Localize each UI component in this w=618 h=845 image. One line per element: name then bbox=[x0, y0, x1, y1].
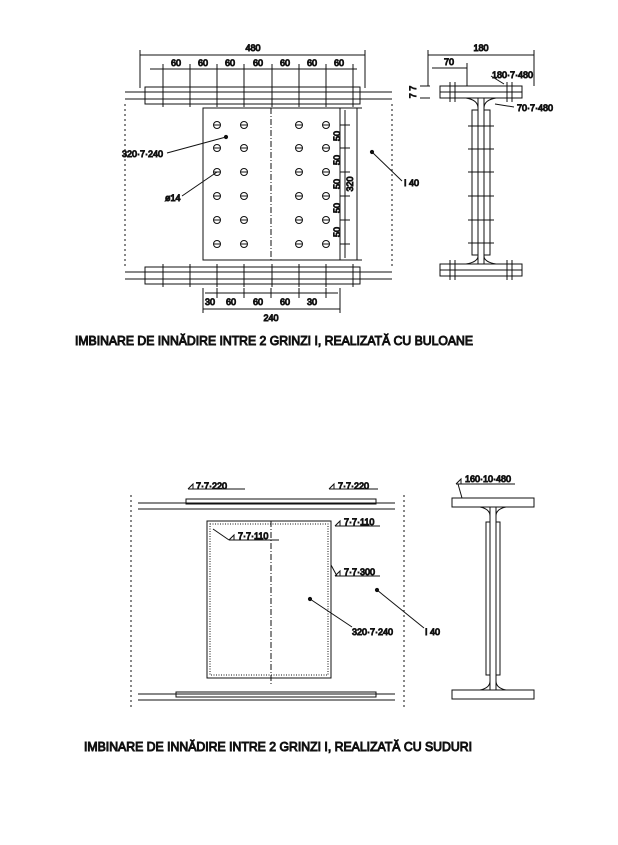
dim-vertical-total: 320 bbox=[345, 176, 355, 192]
dim-vertical-spacing: 50 bbox=[332, 178, 342, 190]
weld-flange-right-label: 7·7·220 bbox=[338, 481, 370, 491]
dim-top-spacing: 60 bbox=[306, 58, 318, 68]
dim-top-spacing: 60 bbox=[170, 58, 182, 68]
section-bottom-flange bbox=[440, 264, 522, 270]
dim-vertical-spacing: 50 bbox=[332, 226, 342, 238]
welded-splice-elevation bbox=[131, 481, 440, 708]
bolted-leaders bbox=[167, 135, 402, 196]
section-width-dim: 180 bbox=[473, 43, 489, 53]
bolted-cross-section bbox=[408, 43, 553, 280]
dim-top-spacing: 60 bbox=[224, 58, 236, 68]
top-dimension-lines bbox=[140, 50, 365, 88]
dim-top-spacing: 60 bbox=[252, 58, 264, 68]
section-weld-dim: 7 7 bbox=[408, 85, 418, 99]
dim-vertical-spacing: 50 bbox=[332, 154, 342, 166]
dim-bottom-total: 240 bbox=[263, 313, 279, 323]
section-bottom-flange-plate bbox=[440, 270, 522, 276]
dim-top-total: 480 bbox=[245, 43, 261, 53]
bolted-caption: IMBINARE DE INNĂDIRE INTRE 2 GRINZI I, REALIZATĂ CU BULOANE bbox=[75, 334, 483, 348]
weld-web-left-label: 7·7·110 bbox=[238, 531, 269, 541]
dim-vertical-spacing: 50 bbox=[332, 202, 342, 214]
welded-profile-label: I 40 bbox=[425, 627, 441, 637]
bottom-flange-splice-plate bbox=[145, 267, 360, 284]
section-top-flange bbox=[440, 86, 522, 92]
welded-section-top-flange bbox=[452, 498, 534, 507]
bolt-diameter-label: ø14 bbox=[165, 193, 181, 203]
welded-plate-label: 320·7·240 bbox=[352, 627, 394, 637]
weld-flange-left-label: 7·7·220 bbox=[196, 481, 228, 491]
section-top-flange-plate bbox=[440, 92, 522, 98]
bolted-profile-label: I 40 bbox=[404, 178, 420, 188]
section-web-plate-label: 70·7·480 bbox=[517, 103, 554, 113]
bolt-grid bbox=[214, 122, 330, 248]
dim-top-spacing: 60 bbox=[333, 58, 345, 68]
dim-bottom-spacing: 60 bbox=[279, 297, 291, 307]
web-bolts bbox=[214, 122, 330, 248]
weld-symbols bbox=[188, 484, 380, 576]
section-web-plate-right bbox=[484, 110, 490, 255]
dim-bottom-spacing: 60 bbox=[225, 297, 237, 307]
welded-section-bottom-flange bbox=[452, 690, 534, 699]
dim-top-spacing: 60 bbox=[197, 58, 209, 68]
weld-side-label: 7·7·300 bbox=[344, 567, 376, 577]
welded-cross-section bbox=[452, 474, 534, 699]
section-flange-plate-label: 180·7·480 bbox=[492, 70, 534, 80]
welded-section-web-plate-left bbox=[486, 522, 490, 675]
dim-bottom-spacing: 30 bbox=[306, 297, 318, 307]
welded-web-plate bbox=[207, 521, 331, 678]
dim-vertical-spacing: 50 bbox=[332, 130, 342, 142]
welded-caption: IMBINARE DE INNĂDIRE INTRE 2 GRINZI I, REALIZATĂ CU SUDURI bbox=[84, 740, 480, 754]
bolted-splice-elevation bbox=[122, 43, 419, 323]
top-flange-splice-plate bbox=[145, 87, 360, 104]
flange-bolt-lines bbox=[163, 84, 353, 287]
section-flange-bolts bbox=[450, 82, 512, 280]
welded-section-web-plate-right bbox=[496, 522, 500, 675]
dim-top-spacing: 60 bbox=[279, 58, 291, 68]
welded-section-flange-label: 160·10·480 bbox=[465, 474, 512, 484]
bottom-dimension-lines bbox=[203, 288, 340, 313]
bolted-plate-label: 320·7·240 bbox=[122, 149, 164, 159]
dim-bottom-spacing: 60 bbox=[252, 297, 264, 307]
weld-web-right-label: 7·7·110 bbox=[344, 517, 375, 527]
section-web-plate-left bbox=[472, 110, 478, 255]
section-offset-dim: 70 bbox=[443, 57, 455, 67]
dim-bottom-spacing: 30 bbox=[204, 297, 216, 307]
